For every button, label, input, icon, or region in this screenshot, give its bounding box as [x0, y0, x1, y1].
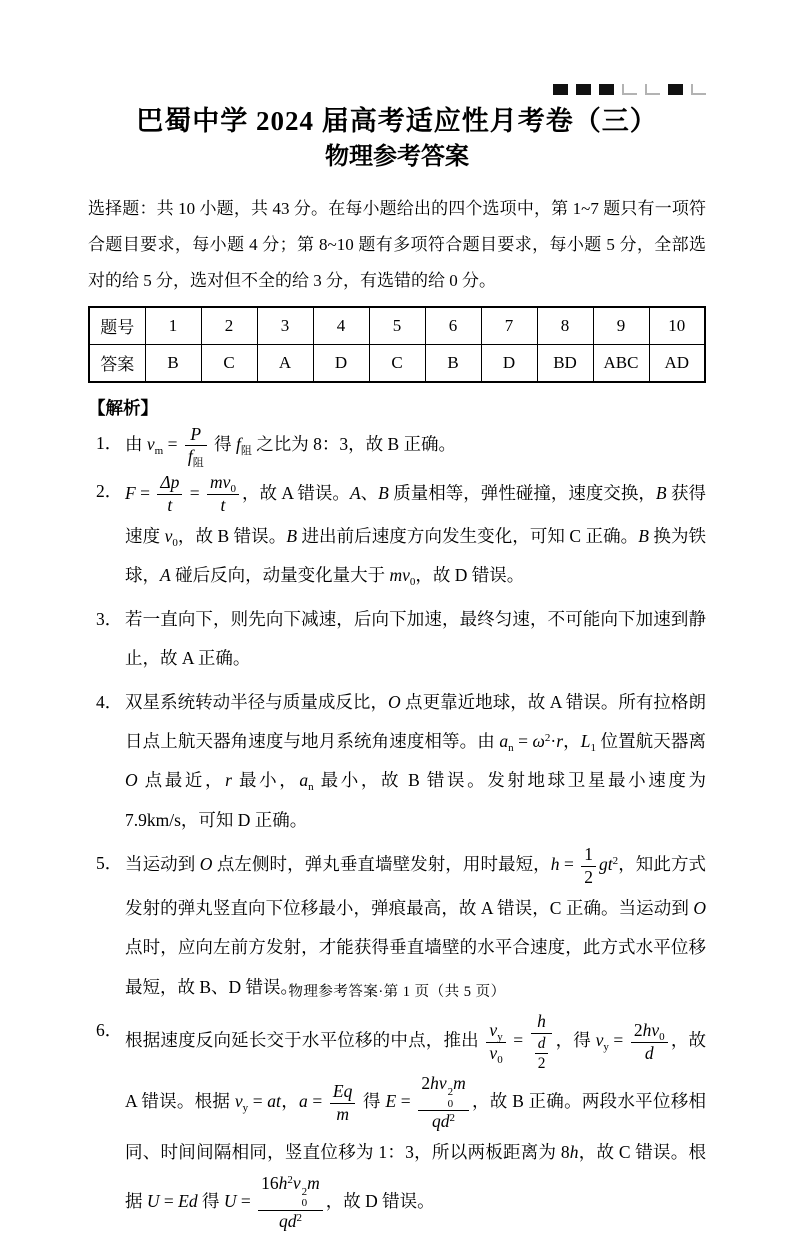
registration-mark-corner-icon: [645, 84, 660, 95]
question-number-cell: 8: [537, 307, 593, 345]
math-variable: h: [569, 1142, 579, 1163]
question-number-cell: 5: [369, 307, 425, 345]
math-variable: t: [167, 495, 173, 516]
math-fraction: [631, 1020, 668, 1065]
math-variable: $v_y$: [234, 1091, 249, 1115]
answer-cell: D: [313, 344, 369, 382]
math-variable: $f_阻$: [187, 446, 204, 470]
item-number: 3．: [96, 608, 123, 629]
question-number-cell: 4: [313, 307, 369, 345]
text-segment: =: [185, 482, 205, 503]
math-variable: O: [693, 897, 706, 918]
math-variable: $v_y$: [489, 1019, 503, 1043]
text-segment: 若一直向下，则先向下减速，后向下加速，最终匀速，不可能向下加速到静止，故 A 正确。: [125, 608, 706, 669]
math-variable: $v_0$: [402, 565, 416, 589]
registration-mark-filled-icon: [576, 84, 591, 95]
math-fraction: [157, 472, 182, 517]
math-variable: E: [178, 1190, 189, 1211]
exam-title: 巴蜀中学 2024 届高考适应性月考卷（三）: [136, 106, 658, 136]
text-segment: 2: [584, 866, 594, 887]
math-variable: Δp: [160, 472, 180, 493]
text-segment: 得: [358, 1091, 386, 1112]
math-variable: A: [349, 482, 361, 503]
item-number: 4．: [96, 691, 123, 712]
registration-mark-filled-icon: [599, 84, 614, 95]
row-label: 题号: [89, 307, 145, 345]
math-variable: $a_n$: [299, 770, 314, 794]
math-variable: O: [199, 854, 213, 875]
math-variable: q: [432, 1111, 441, 1132]
row-label: 答案: [89, 344, 145, 382]
answer-cell: C: [369, 344, 425, 382]
text-segment: ，故 D 错误。: [325, 1190, 435, 1211]
math-variable: B: [655, 482, 667, 503]
answer-cell: AD: [649, 344, 705, 382]
text-segment: 、: [360, 482, 379, 503]
text-segment: 1: [584, 844, 594, 865]
exam-subtitle: 物理参考答案: [325, 144, 469, 171]
text-segment: 点左侧时，弹丸垂直墙壁发射，用时最短，: [212, 854, 551, 875]
math-variable: $v_m$: [146, 433, 164, 457]
text-segment: =: [236, 1190, 256, 1211]
math-variable: B: [378, 482, 389, 503]
text-segment: 点更靠近地球，故 A 错误。所有拉格朗日点上航天器角速度与地月系统角速度相等。由: [125, 691, 707, 751]
math-variable: $a_n$: [499, 730, 514, 754]
text-segment: 之比为 8：3，故 B 正确。: [251, 433, 457, 454]
math-variable: d: [644, 1042, 654, 1063]
text-segment: =: [396, 1091, 416, 1112]
answer-cell: C: [201, 344, 257, 382]
text-segment: =: [559, 854, 579, 875]
text-segment: 进出前后速度方向发生变化，可知 C 正确。: [297, 526, 639, 547]
math-variable: q: [278, 1210, 288, 1231]
text-segment: 碰后反向，动量变化量大于: [170, 565, 390, 586]
answer-table: [88, 306, 706, 383]
math-variable: a: [267, 1091, 277, 1112]
math-variable: m: [210, 472, 223, 493]
text-segment: ，故 D 错误。: [415, 565, 525, 586]
math-variable: m: [453, 1073, 466, 1094]
math-variable: v 2 0: [292, 1172, 308, 1210]
math-variable: q: [343, 1080, 353, 1101]
text-segment: 最小，故 B 错误。发射地球卫星最小速度为 7.9km/s，可知 D 正确。: [125, 770, 707, 830]
math-fraction: [486, 1020, 505, 1065]
math-fraction: [330, 1081, 355, 1126]
text-segment: 位置航天器离: [595, 730, 707, 751]
question-number-cell: 10: [649, 307, 705, 345]
math-variable: h: [430, 1073, 439, 1094]
text-segment: ·: [550, 730, 557, 751]
text-segment: =: [248, 1091, 268, 1112]
math-variable: t: [220, 495, 226, 516]
text-segment: 2: [633, 1019, 643, 1040]
answer-cell: D: [481, 344, 537, 382]
math-variable: E: [332, 1080, 344, 1101]
text-segment: =: [159, 1190, 179, 1211]
question-number-cell: 1: [145, 307, 201, 345]
text-segment: 获得速度: [125, 482, 707, 547]
math-variable: E: [385, 1091, 397, 1112]
math-fraction: [535, 1034, 549, 1074]
text-segment: =: [508, 1030, 528, 1051]
analysis-label: 【解析】: [88, 397, 158, 418]
math-variable: h: [537, 1010, 546, 1031]
text-segment: ，: [280, 1091, 299, 1112]
analysis-item: [96, 472, 706, 596]
footer-page-info: 物理参考答案·第 1 页（共 5 页）: [288, 984, 506, 1000]
math-variable: t: [276, 1091, 281, 1112]
math-variable: O: [125, 770, 138, 791]
math-variable: U: [223, 1190, 237, 1211]
math-variable: m: [307, 1172, 320, 1193]
math-variable: a: [298, 1091, 308, 1112]
intro-paragraph: 选择题：共 10 小题，共 43 分。在每小题给出的四个选项中，第 1~7 题只有一项符合题目要求，每小题 4 分；第 8~10 题有多项符合题目要求，每小题 5 分，全部选对的给 5 分，选对但不全的给 3 分，有选错的给 0 分。: [88, 199, 706, 290]
math-variable: B: [638, 526, 649, 547]
text-segment: 由: [125, 433, 147, 454]
text-segment: ，故 C 错误。根据: [125, 1142, 706, 1211]
text-segment: =: [307, 1091, 327, 1112]
math-variable: $d^2$: [440, 1111, 456, 1132]
math-variable: d: [188, 1190, 198, 1211]
math-variable: $d^2$: [287, 1210, 302, 1231]
registration-mark-corner-icon: [622, 84, 637, 95]
registration-mark-corner-icon: [691, 84, 706, 95]
analysis-item: [96, 683, 706, 841]
math-variable: F: [125, 482, 136, 503]
math-variable: O: [387, 691, 401, 712]
item-body: [125, 423, 457, 470]
text-segment: =: [163, 433, 182, 454]
item-body: [125, 692, 706, 830]
question-number-cell: 6: [425, 307, 481, 345]
text-segment: 最小，: [231, 770, 300, 791]
question-number-cell: 3: [257, 307, 313, 345]
item-number: 5．: [96, 853, 123, 874]
text-segment: ，故 B 错误。: [177, 526, 287, 547]
math-fraction: [185, 424, 207, 469]
item-body: [125, 609, 706, 668]
analysis-items: [88, 424, 706, 1233]
analysis-item: [96, 600, 706, 679]
math-variable: $h^2$: [278, 1172, 293, 1193]
math-fraction: [581, 844, 596, 889]
math-fraction: [207, 472, 239, 517]
table-row: [89, 307, 705, 345]
text-segment: ，故 A 错误。: [241, 482, 350, 503]
analysis-item: [96, 1011, 706, 1233]
text-segment: 2: [537, 1055, 546, 1073]
text-segment: 得: [197, 1190, 224, 1211]
math-variable: m: [389, 565, 403, 586]
text-segment: ，知此方式发射的弹丸竖直向下位移最小，弹痕最高，故 A 错误，C 正确。当运动到: [125, 854, 707, 918]
math-variable: $v_0$: [651, 1019, 665, 1043]
text-segment: 2: [421, 1073, 431, 1094]
text-segment: 根据速度反向延长交于水平位移的中点，推出: [125, 1030, 484, 1051]
math-variable: $\omega^2$: [532, 730, 551, 751]
math-variable: d: [537, 1034, 546, 1052]
math-variable: P: [190, 423, 202, 444]
text-segment: ，: [563, 730, 581, 751]
answer-cell: BD: [537, 344, 593, 382]
math-variable: $v_0$: [164, 526, 178, 550]
math-variable: $t^2$: [607, 854, 619, 875]
item-number: 1．: [96, 432, 123, 453]
math-variable: $v_y$: [595, 1030, 609, 1054]
item-body: [125, 1010, 707, 1231]
item-body: [125, 844, 707, 997]
text-segment: 得: [209, 433, 236, 454]
math-variable: A: [160, 565, 171, 586]
text-segment: ，故 A 错误。根据: [125, 1030, 707, 1112]
text-segment: 点最近，: [137, 770, 226, 791]
math-variable: m: [336, 1103, 349, 1124]
math-variable: v 2 0: [438, 1073, 454, 1110]
answer-cell: ABC: [593, 344, 649, 382]
registration-mark-filled-icon: [668, 84, 683, 95]
text-segment: 质量相等，弹性碰撞，速度交换，: [388, 482, 656, 503]
answer-cell: B: [425, 344, 481, 382]
math-variable: h: [642, 1019, 652, 1040]
math-fraction: [418, 1073, 468, 1133]
text-segment: ，故 B 正确。两段水平位移相同、时间间隔相同，竖直位移为 1：3，所以两板距离为 8: [125, 1091, 706, 1163]
math-variable: U: [146, 1190, 160, 1211]
math-variable: g: [599, 854, 608, 875]
math-variable: r: [556, 730, 563, 751]
question-number-cell: 7: [481, 307, 537, 345]
answer-cell: B: [145, 344, 201, 382]
registration-mark-filled-icon: [553, 84, 568, 95]
math-variable: $f_阻$: [235, 433, 252, 457]
text-segment: 双星系统转动半径与质量成反比，: [125, 691, 388, 712]
question-number-cell: 9: [593, 307, 649, 345]
text-segment: 当运动到: [125, 854, 200, 875]
math-variable: r: [225, 770, 232, 791]
item-number: 6．: [96, 1019, 123, 1040]
math-variable: $v_0$: [222, 472, 236, 496]
text-segment: =: [513, 730, 533, 751]
text-segment: 换为铁球，: [125, 526, 707, 586]
text-segment: ，得: [555, 1030, 596, 1051]
math-variable: h: [550, 854, 560, 875]
item-number: 2．: [96, 481, 123, 502]
text-segment: 16: [261, 1172, 279, 1193]
text-segment: 点时，应向左前方发射，才能获得垂直墙壁的水平合速度，此方式水平位移最短，故 B、D 错误。: [125, 937, 706, 997]
math-variable: $v_0$: [489, 1042, 503, 1066]
math-variable: B: [286, 526, 298, 547]
table-row: [89, 344, 705, 382]
math-variable: $L_1$: [580, 730, 596, 754]
text-segment: =: [608, 1030, 628, 1051]
registration-marks: [553, 84, 706, 95]
analysis-item: [96, 424, 706, 469]
math-fraction: [258, 1173, 323, 1233]
answer-cell: A: [257, 344, 313, 382]
text-segment: =: [135, 482, 155, 503]
math-fraction: [531, 1011, 553, 1073]
question-number-cell: 2: [201, 307, 257, 345]
